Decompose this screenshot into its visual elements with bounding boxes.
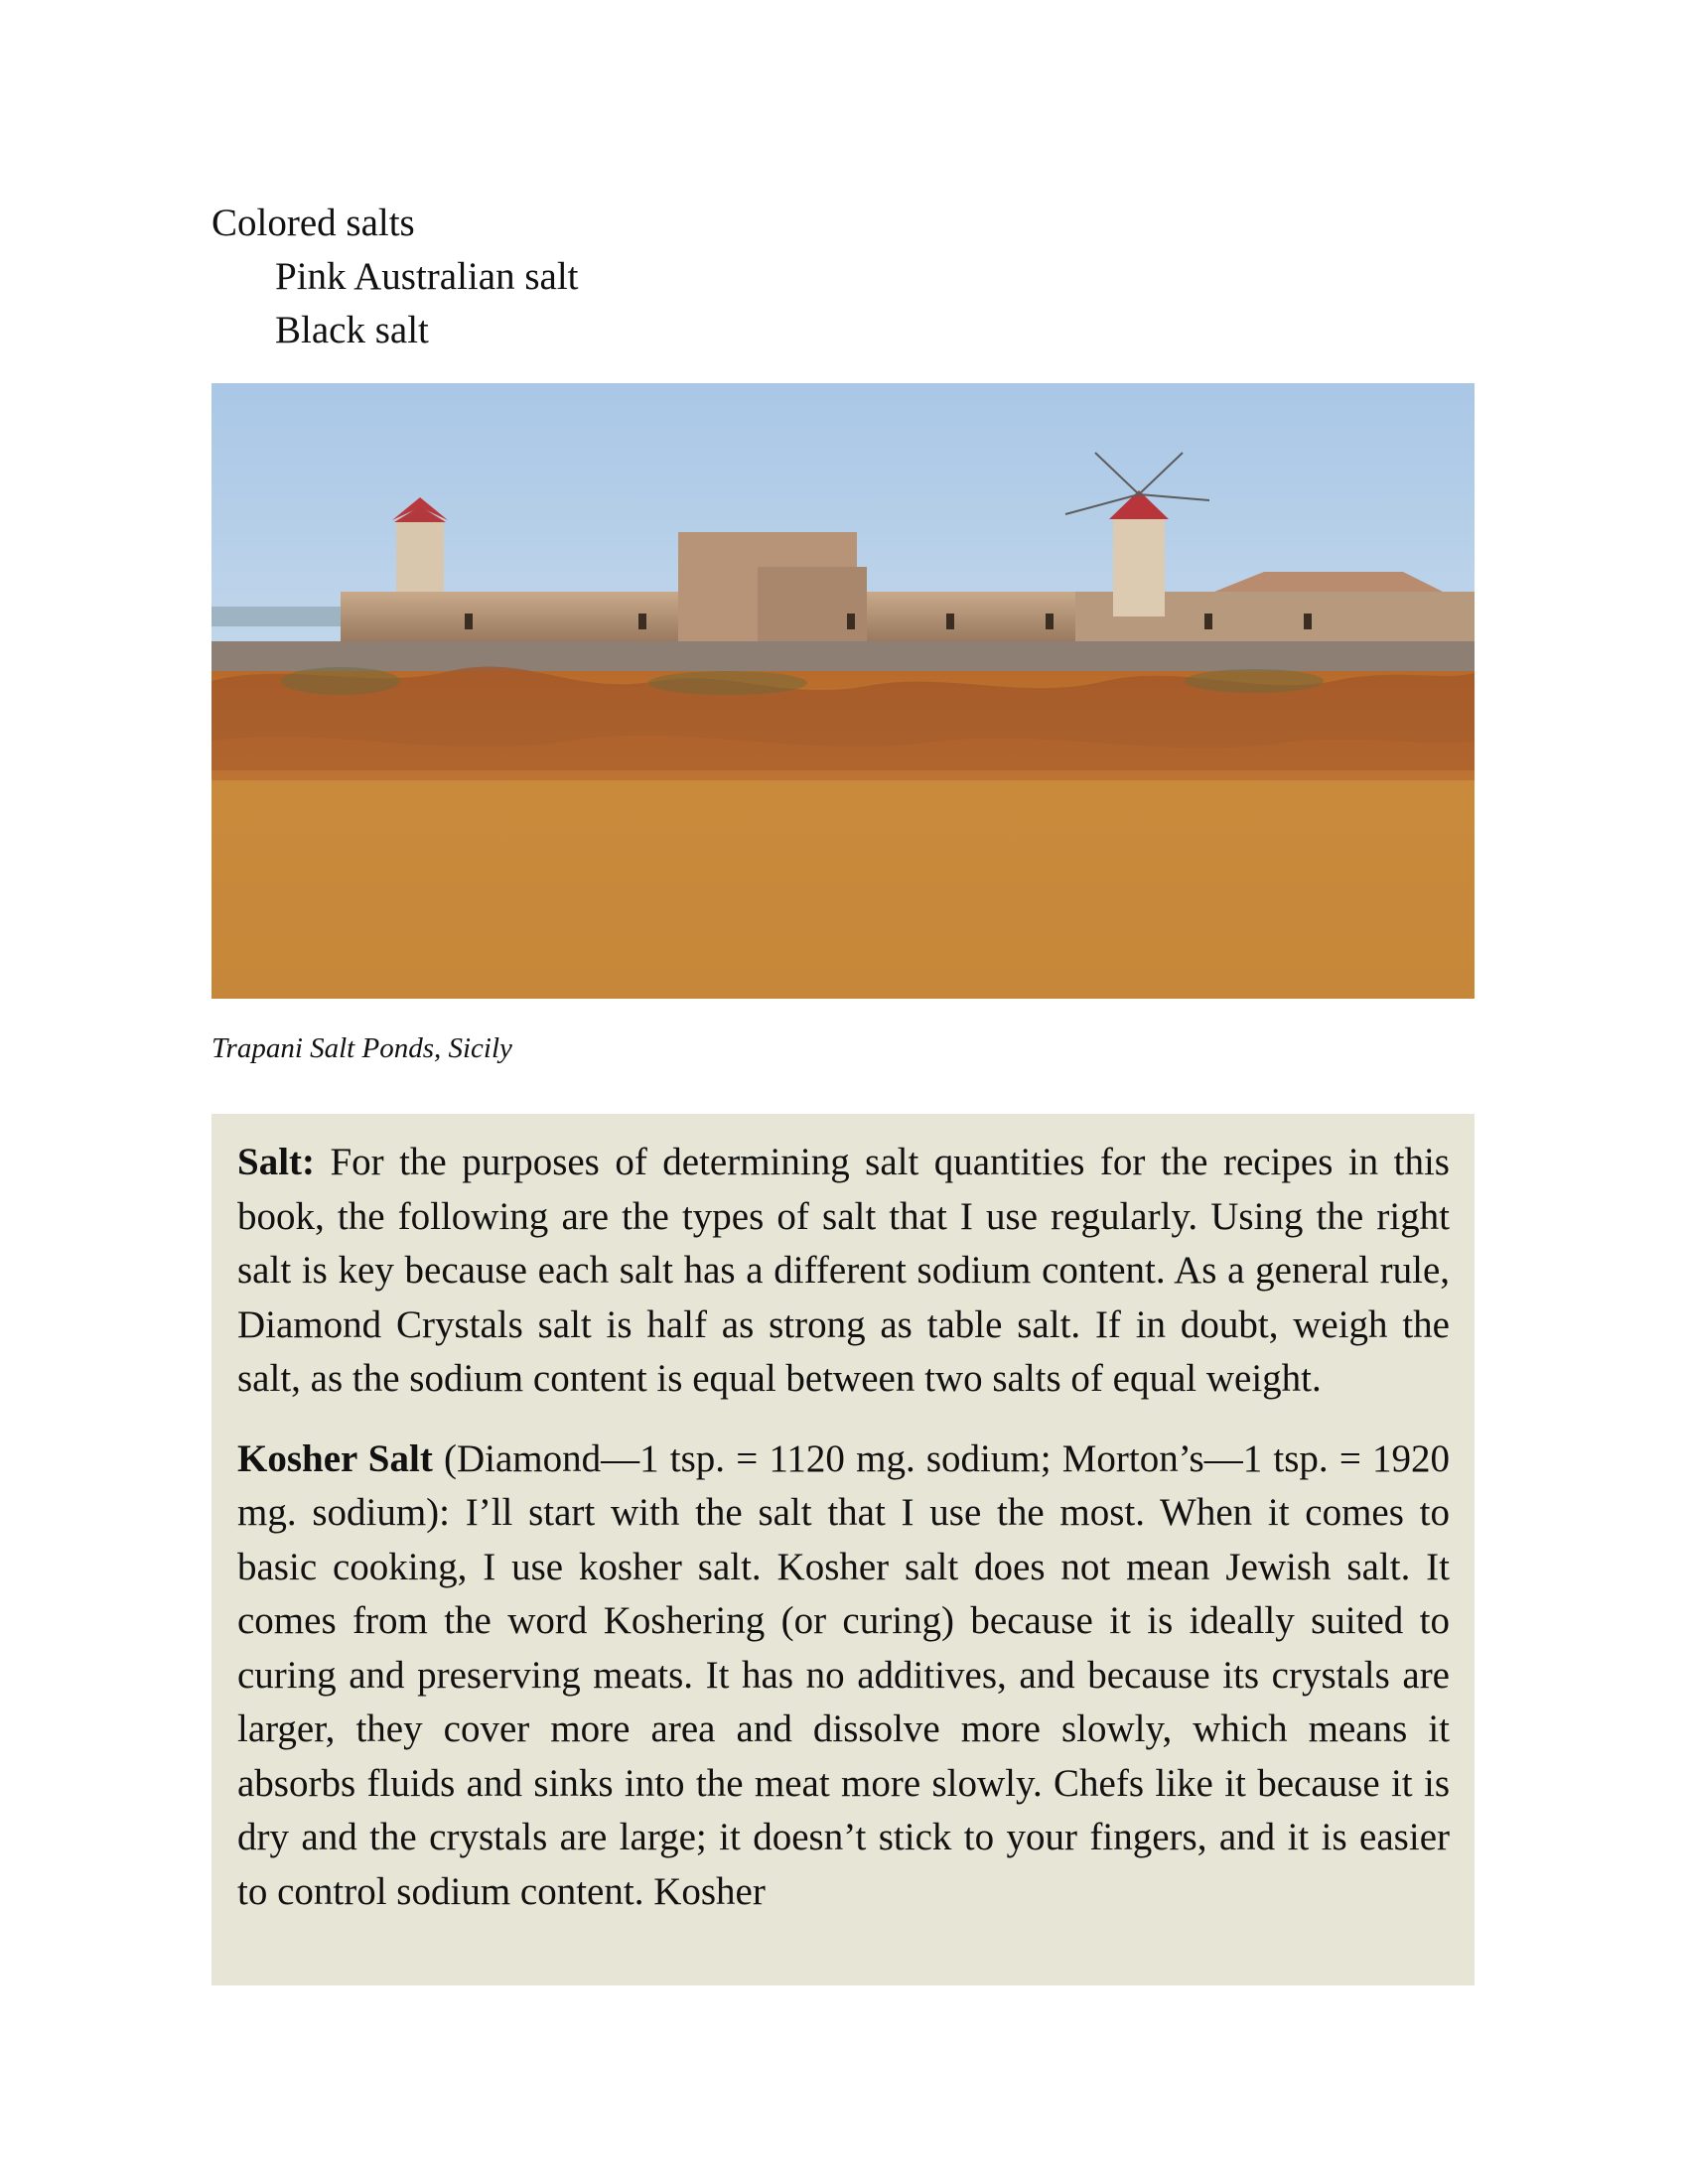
salt-intro-paragraph bbox=[237, 1136, 1450, 1407]
salt-ponds-photo bbox=[211, 383, 1475, 999]
list-item-black-salt: Black salt bbox=[275, 309, 429, 351]
salt-intro-text: For the purposes of determining salt quantities for the recipes in this book, the following are the types of salt that I use regularly. Using the right salt is key because each salt has a different sodium content. As a general rule, Diamond Crystals salt is half as strong as table salt. If in doubt, weigh the salt, as the sodium content is equal between two salts of equal weight. bbox=[237, 1141, 1450, 1400]
list-item-pink-salt: Pink Australian salt bbox=[275, 255, 579, 298]
salt-type-list bbox=[211, 197, 579, 357]
photo-caption: Trapani Salt Ponds, Sicily bbox=[211, 1032, 512, 1064]
kosher-salt-paragraph bbox=[237, 1433, 1450, 1920]
salt-lead-term: Salt: bbox=[237, 1141, 315, 1183]
kosher-salt-lead-term: Kosher Salt bbox=[237, 1436, 433, 1480]
kosher-salt-text: (Diamond—1 tsp. = 1120 mg. sodium; Morton’s—1 tsp. = 1920 mg. sodium): I’ll start with the salt that I use the most. When it comes to basic cooking, I use kosher salt. Kosher salt does not mean Jewish salt. It comes from the word Koshering (or curing) because it is ideally suited to curing and preserving meats. It has no additives, and because its crystals are larger, they cover more area and dissolve more slowly, which means it absorbs fluids and sinks into the meat more slowly. Chefs like it because it is dry and the crystals are large; it doesn’t stick to your fingers, and it is easier to control sodium content. Kosher bbox=[237, 1436, 1450, 1913]
salt-sidebar-box bbox=[211, 1114, 1475, 1985]
list-heading: Colored salts bbox=[211, 202, 415, 244]
